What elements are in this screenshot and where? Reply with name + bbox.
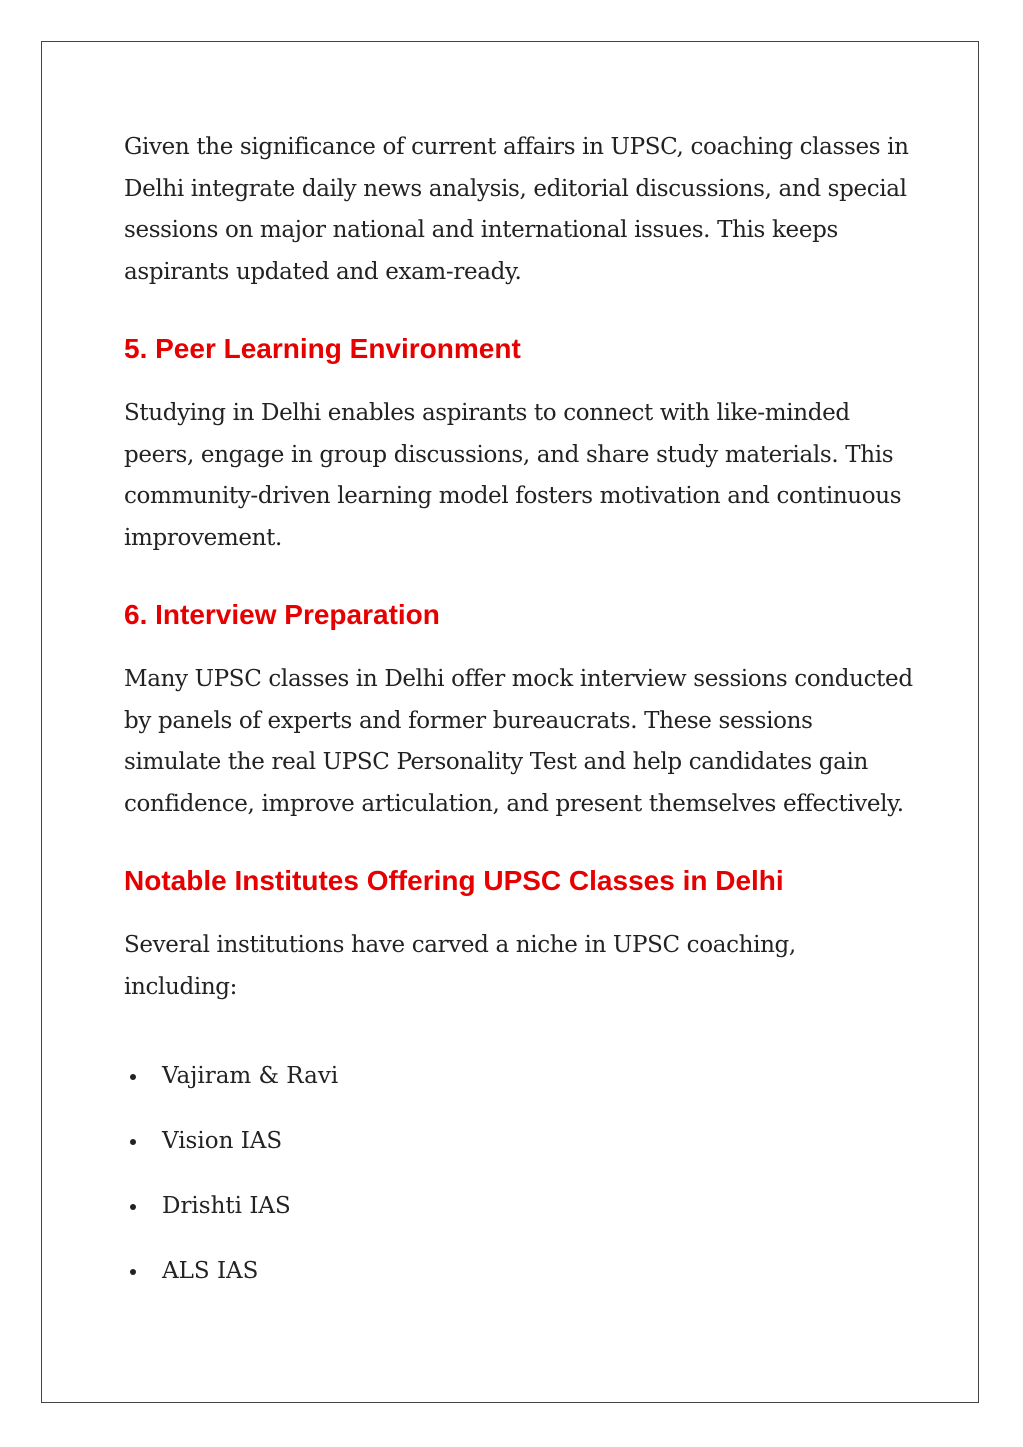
list-item-label: ALS IAS — [162, 1258, 259, 1284]
bullet-icon — [130, 1074, 136, 1080]
heading-peer-learning: 5. Peer Learning Environment — [124, 333, 521, 364]
paragraph-interview-preparation: Many UPSC classes in Delhi offer mock interview sessions conducted by panels of experts and former bureaucrats. These sessions simulate the real UPSC Personality Test and help candidates gain confidence, improve articulation, and present themselves effectively. — [124, 666, 913, 817]
list-item-label: Drishti IAS — [162, 1193, 291, 1219]
list-item — [124, 1121, 914, 1163]
list-item — [124, 1056, 914, 1098]
paragraph-peer-learning: Studying in Delhi enables aspirants to connect with like-minded peers, engage in group discussions, and share study materials. This community-driven learning model fosters motivation and continuous improvement. — [124, 400, 902, 551]
heading-notable-institutes: Notable Institutes Offering UPSC Classes in Delhi — [124, 865, 784, 896]
bullet-icon — [130, 1139, 136, 1145]
paragraph-current-affairs: Given the significance of current affairs in UPSC, coaching classes in Delhi integrate daily news analysis, editorial discussions, and special sessions on major national and international issues. This keeps aspirants updated and exam-ready. — [124, 134, 909, 285]
list-item-label: Vision IAS — [162, 1128, 283, 1154]
paragraph-notable-institutes: Several institutions have carved a niche in UPSC coaching, including: — [124, 932, 796, 1000]
list-item — [124, 1186, 914, 1228]
institutes-list — [124, 1056, 914, 1293]
bullet-icon — [130, 1269, 136, 1275]
heading-interview-preparation: 6. Interview Preparation — [124, 599, 440, 630]
bullet-icon — [130, 1204, 136, 1210]
list-item — [124, 1251, 914, 1293]
list-item-label: Vajiram & Ravi — [162, 1063, 339, 1089]
document-body — [124, 127, 914, 1316]
